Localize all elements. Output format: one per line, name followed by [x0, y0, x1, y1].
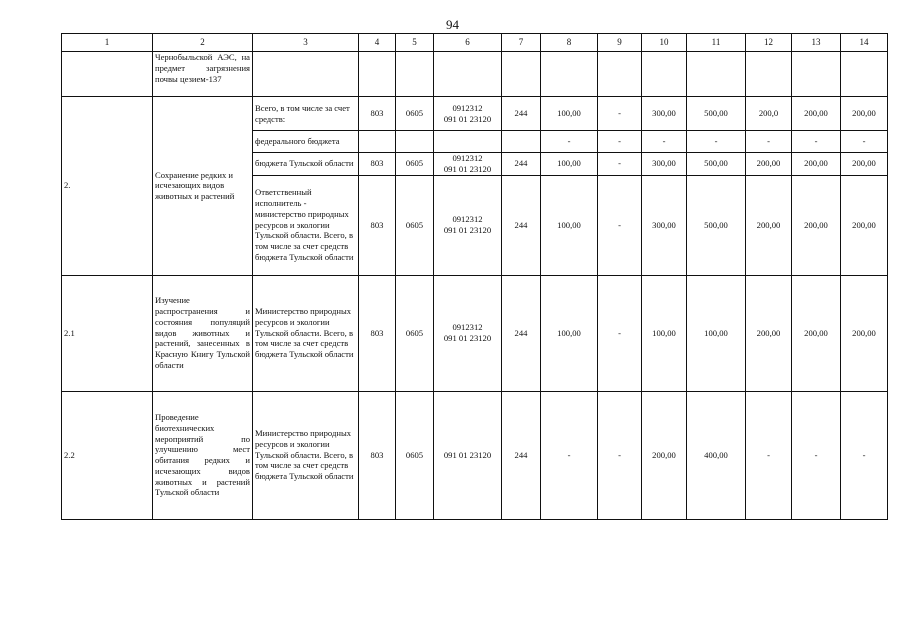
cell-value: 100,00 [541, 175, 598, 275]
cell-value: 200,00 [841, 175, 888, 275]
funding-source: Министерство природных ресурсов и экологии Тульской области. Всего, в том числе за счет средств бюджета Тульской области [253, 275, 359, 391]
cell-value: 200,00 [841, 153, 888, 176]
header-cell: 11 [687, 34, 746, 52]
cell-value: 200,00 [792, 275, 841, 391]
header-cell: 4 [359, 34, 396, 52]
code-line: 091 01 23120 [443, 225, 492, 236]
header-cell: 5 [396, 34, 434, 52]
budget-code-cell [434, 97, 502, 131]
cell-value: 200,0 [746, 97, 792, 131]
row-number: 2.1 [62, 275, 153, 391]
cell-value: 0605 [396, 97, 434, 131]
cell-value: - [746, 131, 792, 153]
cell-value: 500,00 [687, 97, 746, 131]
cell-value: 100,00 [541, 275, 598, 391]
cell-value: - [598, 275, 642, 391]
header-cell: 1 [62, 34, 153, 52]
header-row [62, 34, 888, 52]
funding-source: федерального бюджета [253, 131, 359, 153]
measure-name: Чернобыльской АЭС, на предмет загрязнения почвы цезием-137 [153, 52, 253, 97]
budget-code-cell [434, 153, 502, 176]
header-cell: 2 [153, 34, 253, 52]
cell-value: 100,00 [541, 153, 598, 176]
cell-value: 803 [359, 153, 396, 176]
row-number: 2. [62, 97, 153, 276]
cell-value: 100,00 [687, 275, 746, 391]
cell-value: 200,00 [841, 275, 888, 391]
measure-name: Проведение биотехнических мероприятий по улучшению мест обитания редких и исчезающих видов животных и растений Тульской области [153, 391, 253, 519]
cell-value: 200,00 [642, 391, 687, 519]
header-cell: 10 [642, 34, 687, 52]
cell-value: 400,00 [687, 391, 746, 519]
header-cell: 9 [598, 34, 642, 52]
cell-value [359, 131, 396, 153]
funding-source: бюджета Тульской области [253, 153, 359, 176]
cell-value: - [598, 391, 642, 519]
code-line: 0912312 [452, 153, 483, 163]
cell-value: - [792, 391, 841, 519]
cell-value [396, 131, 434, 153]
cell-value: - [598, 175, 642, 275]
cell-value: 100,00 [642, 275, 687, 391]
page-number: 94 [446, 17, 459, 32]
cell-value: 0605 [396, 275, 434, 391]
cell-value: - [841, 131, 888, 153]
cell-value: 803 [359, 175, 396, 275]
cell-value: - [598, 97, 642, 131]
cell-value: 500,00 [687, 153, 746, 176]
cell-value: - [746, 391, 792, 519]
header-cell: 3 [253, 34, 359, 52]
funding-source: Ответственный исполнитель - министерство природных ресурсов и экологии Тульской области. Всего, в том числе за счет средств бюджета Тульской области [253, 175, 359, 275]
cell-value: 244 [502, 153, 541, 176]
measure-name: Изучение распространения и состояния популяций видов животных и растений, занесенных в Красную Книгу Тульской области [153, 275, 253, 391]
cell-value: 200,00 [792, 153, 841, 176]
code-line: 0912312 [452, 102, 483, 113]
cell-value: 244 [502, 391, 541, 519]
header-cell: 13 [792, 34, 841, 52]
code-line: 091 01 23120 [443, 333, 492, 344]
cell-value: - [598, 131, 642, 153]
code-line: 0912312 [452, 214, 483, 225]
cell-value: 200,00 [746, 275, 792, 391]
cell-value: 244 [502, 175, 541, 275]
cell-value: 200,00 [841, 97, 888, 131]
header-cell: 12 [746, 34, 792, 52]
cell-value: 0605 [396, 391, 434, 519]
cell-value: 0605 [396, 153, 434, 176]
budget-code-cell [434, 131, 502, 153]
cell-value: - [541, 131, 598, 153]
cell-value: 200,00 [792, 97, 841, 131]
cell-value: - [541, 391, 598, 519]
cell-value: - [642, 131, 687, 153]
table-row [62, 97, 888, 131]
cell-value: 803 [359, 97, 396, 131]
cell-value: 200,00 [792, 175, 841, 275]
cell-value: 0605 [396, 175, 434, 275]
cell-value: - [598, 153, 642, 176]
budget-table [61, 33, 888, 520]
cell-value: 100,00 [541, 97, 598, 131]
code-line: 091 01 23120 [443, 113, 492, 124]
code-line: 0912312 [452, 322, 483, 333]
budget-code-cell [434, 275, 502, 391]
cell-value: - [841, 391, 888, 519]
header-cell: 7 [502, 34, 541, 52]
funding-source: Министерство природных ресурсов и экологии Тульской области. Всего, в том числе за счет средств бюджета Тульской области [253, 391, 359, 519]
header-cell: 6 [434, 34, 502, 52]
table-row [62, 52, 888, 97]
cell-value: - [792, 131, 841, 153]
cell-value: 244 [502, 97, 541, 131]
cell-value: 300,00 [642, 97, 687, 131]
cell-value [502, 131, 541, 153]
header-cell: 14 [841, 34, 888, 52]
budget-code-cell: 091 01 23120 [434, 391, 502, 519]
cell-value: 300,00 [642, 175, 687, 275]
row-number: 2.2 [62, 391, 153, 519]
code-line: 091 01 23120 [443, 163, 492, 174]
cell-value: 300,00 [642, 153, 687, 176]
cell-value: 244 [502, 275, 541, 391]
table-row [62, 275, 888, 391]
cell-value: 200,00 [746, 153, 792, 176]
cell-value: - [687, 131, 746, 153]
funding-source: Всего, в том числе за счет средств: [253, 97, 359, 131]
measure-name: Сохранение редких и исчезающих видов животных и растений [153, 97, 253, 276]
budget-code-cell [434, 175, 502, 275]
cell-value: 200,00 [746, 175, 792, 275]
cell-value: 803 [359, 275, 396, 391]
header-cell: 8 [541, 34, 598, 52]
cell-value: 803 [359, 391, 396, 519]
cell-value: 500,00 [687, 175, 746, 275]
table-row [62, 391, 888, 519]
